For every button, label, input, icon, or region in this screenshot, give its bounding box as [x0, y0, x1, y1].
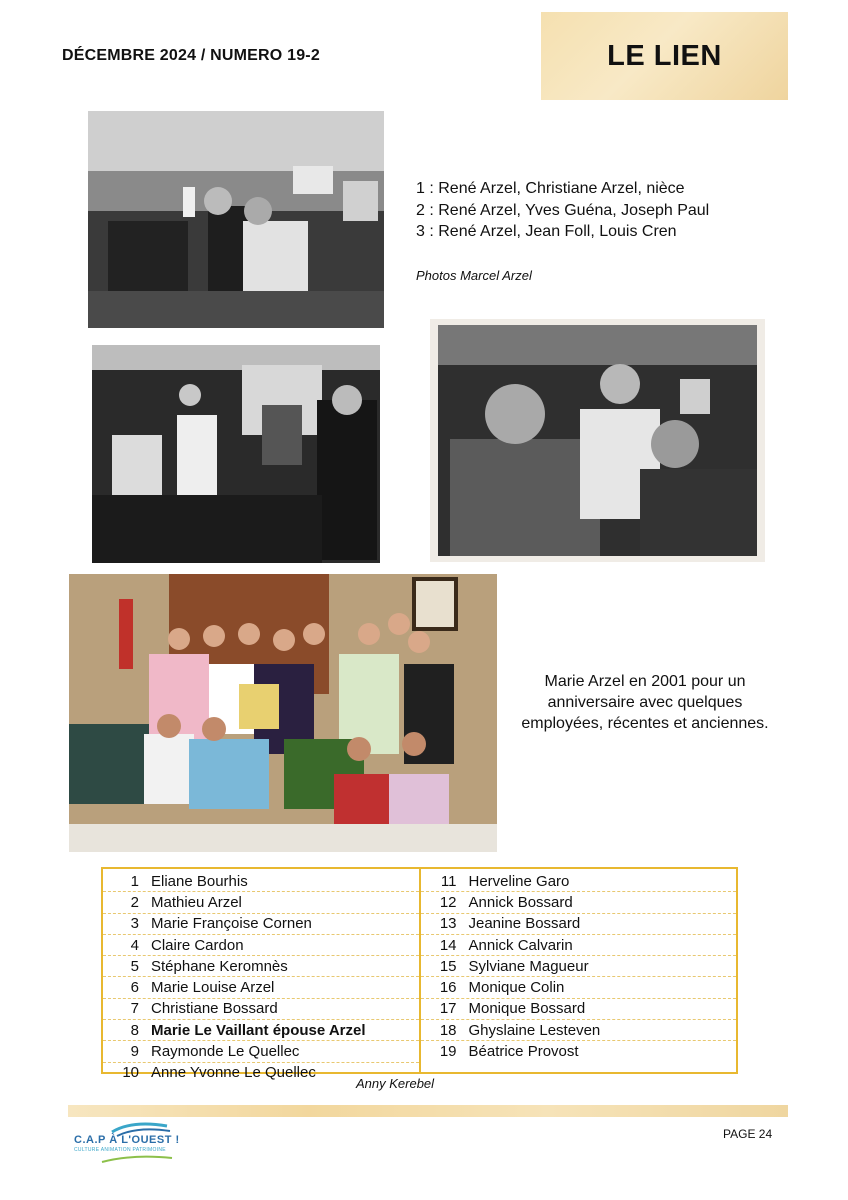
logo-subtitle: CULTURE ANIMATION PATRIMOINE: [74, 1147, 166, 1153]
page-number: PAGE 24: [723, 1127, 773, 1141]
photo-group-2001: [69, 574, 497, 852]
group-photo-caption: Marie Arzel en 2001 pour un anniversaire avec quelques employées, récentes et anciennes.: [521, 673, 769, 732]
table-row: 17 Monique Bossard: [421, 999, 737, 1020]
newsletter-title: LE LIEN: [607, 39, 722, 72]
issue-label: DÉCEMBRE 2024 / NUMERO 19-2: [62, 47, 320, 64]
table-row: 5 Stéphane Keromnès: [103, 956, 419, 977]
photo-three-men: [430, 319, 765, 562]
table-row: 19 Béatrice Provost: [439, 1043, 579, 1061]
table-row: 7 Christiane Bossard: [103, 999, 419, 1020]
table-row: 9 Raymonde Le Quellec: [103, 1041, 419, 1062]
newsletter-title-box: [541, 12, 788, 100]
table-row: 8 Marie Le Vaillant épouse Arzel: [103, 1020, 419, 1041]
table-row: 12 Annick Bossard: [421, 892, 737, 913]
photo-credit: Photos Marcel Arzel: [416, 268, 532, 283]
caption-line: 1 : René Arzel, Christiane Arzel, nièce: [416, 180, 685, 197]
table-row: 6 Marie Louise Arzel: [103, 977, 419, 998]
names-column-left: [103, 869, 421, 1082]
photo-bar-couple: [88, 111, 384, 328]
table-row: 16 Monique Colin: [421, 977, 737, 998]
logo-text: C.A.P À L'OUEST !: [74, 1134, 180, 1146]
caption-line: 3 : René Arzel, Jean Foll, Louis Cren: [416, 223, 677, 240]
table-row: 14 Annick Calvarin: [421, 935, 737, 956]
photo-captions: [416, 178, 709, 243]
author-credit: Anny Kerebel: [356, 1076, 435, 1091]
photo-bar-interior: [92, 345, 380, 563]
table-row: 3 Marie Françoise Cornen: [103, 914, 419, 935]
table-row: 13 Jeanine Bossard: [421, 914, 737, 935]
caption-line: 2 : René Arzel, Yves Guéna, Joseph Paul: [416, 201, 710, 219]
table-row: 11 Herveline Garo: [421, 871, 737, 892]
table-row: 18 Ghyslaine Lesteven: [421, 1020, 737, 1041]
table-row: 4 Claire Cardon: [103, 935, 419, 956]
footer-bar: [68, 1105, 788, 1117]
table-row: 2 Mathieu Arzel: [103, 892, 419, 913]
names-table: [101, 867, 738, 1082]
names-column-right: [421, 869, 737, 1072]
table-row: 10 Anne Yvonne Le Quellec: [122, 1064, 316, 1082]
table-row: 15 Sylviane Magueur: [421, 956, 737, 977]
table-row: 1 Eliane Bourhis: [103, 871, 419, 892]
